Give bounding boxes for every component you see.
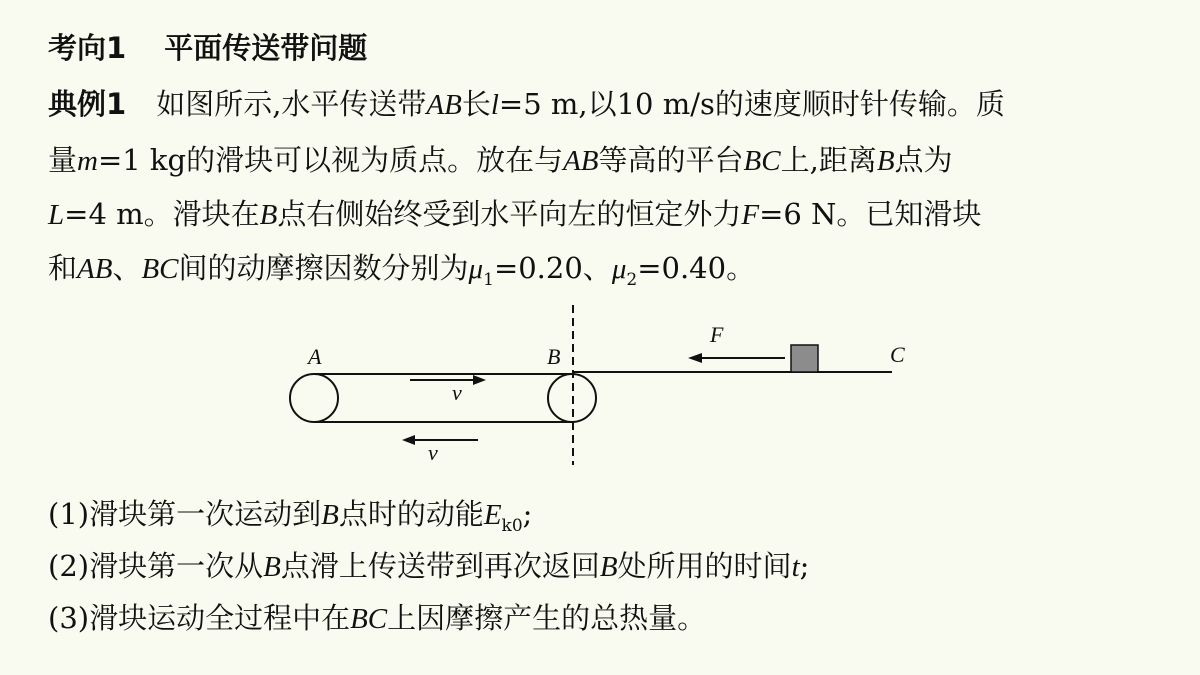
- text: 处所用的时间: [617, 549, 792, 583]
- text: (2)滑块第一次从: [48, 549, 264, 583]
- text: =4 m。滑块在: [64, 197, 260, 231]
- var-mu2: μ: [611, 253, 627, 285]
- label-v-top: v: [452, 380, 462, 405]
- text: (1)滑块第一次运动到: [48, 497, 322, 531]
- belt-top-arrowhead: [473, 375, 486, 385]
- text: 点为: [894, 143, 953, 177]
- example-label: 典例1: [48, 87, 127, 121]
- var-l: l: [490, 89, 499, 121]
- var-AB: AB: [426, 89, 462, 121]
- slider-block: [791, 345, 818, 372]
- conveyor-belt-diagram: [280, 300, 920, 470]
- text: 上因摩擦产生的总热量。: [387, 601, 707, 635]
- var-AB: AB: [77, 253, 113, 285]
- text: 点右侧始终受到水平向左的恒定外力: [277, 197, 742, 231]
- problem-line-2: [48, 140, 1160, 181]
- text: 间的动摩擦因数分别为: [178, 251, 469, 285]
- problem-line-4: [48, 248, 1160, 300]
- text: =6 N。已知滑块: [759, 197, 982, 231]
- var-B: B: [263, 551, 281, 583]
- var-F: F: [741, 199, 760, 231]
- sub-2: 2: [626, 269, 638, 290]
- problem-line-1: [48, 84, 1160, 125]
- var-BC: BC: [141, 253, 179, 285]
- label-B: B: [547, 344, 561, 369]
- question-2: [48, 546, 1160, 587]
- var-BC: BC: [350, 603, 388, 635]
- var-B: B: [599, 551, 618, 583]
- label-A: A: [308, 344, 322, 369]
- var-B: B: [259, 199, 278, 231]
- text: ;: [522, 497, 533, 531]
- var-BC: BC: [743, 145, 781, 177]
- label-F: F: [710, 322, 724, 347]
- label-C: C: [890, 342, 905, 367]
- var-B: B: [321, 499, 339, 531]
- text: 和: [48, 251, 78, 285]
- text: 上,距离: [780, 143, 877, 177]
- belt-bottom-arrowhead: [402, 435, 415, 445]
- text: =0.20、: [493, 251, 612, 285]
- sub-1: 1: [483, 269, 494, 290]
- text: ;: [799, 549, 810, 583]
- var-B: B: [876, 145, 895, 177]
- var-t: t: [791, 551, 800, 583]
- var-E: E: [483, 499, 502, 531]
- text: 点时的动能: [338, 497, 484, 531]
- text: 等高的平台: [598, 143, 744, 177]
- text: 点滑上传送带到再次返回: [280, 549, 600, 583]
- pulley-A: [290, 374, 338, 422]
- question-1: [48, 494, 1160, 546]
- text: =5 m,以10 m/s的速度顺时针传输。质: [498, 87, 1005, 121]
- heading-title: 平面传送带问题: [164, 31, 368, 65]
- force-arrowhead: [688, 353, 702, 363]
- label-v-bottom: v: [428, 440, 438, 465]
- var-L: L: [48, 199, 65, 231]
- text: (3)滑块运动全过程中在: [48, 601, 351, 635]
- var-m: m: [77, 145, 98, 177]
- sub-k0: k0: [501, 515, 523, 536]
- section-heading: [48, 28, 1160, 68]
- question-3: [48, 598, 1160, 639]
- problem-line-3: [48, 194, 1160, 235]
- var-mu1: μ: [468, 253, 484, 285]
- text: 如图所示,水平传送带: [156, 87, 427, 121]
- text: =1 kg的滑块可以视为质点。放在与: [97, 143, 564, 177]
- text: 、: [112, 251, 142, 285]
- heading-label: 考向1: [48, 31, 127, 65]
- text: 长: [461, 87, 491, 121]
- var-AB: AB: [563, 145, 599, 177]
- text: 量: [48, 143, 78, 177]
- text: =0.40。: [637, 251, 756, 285]
